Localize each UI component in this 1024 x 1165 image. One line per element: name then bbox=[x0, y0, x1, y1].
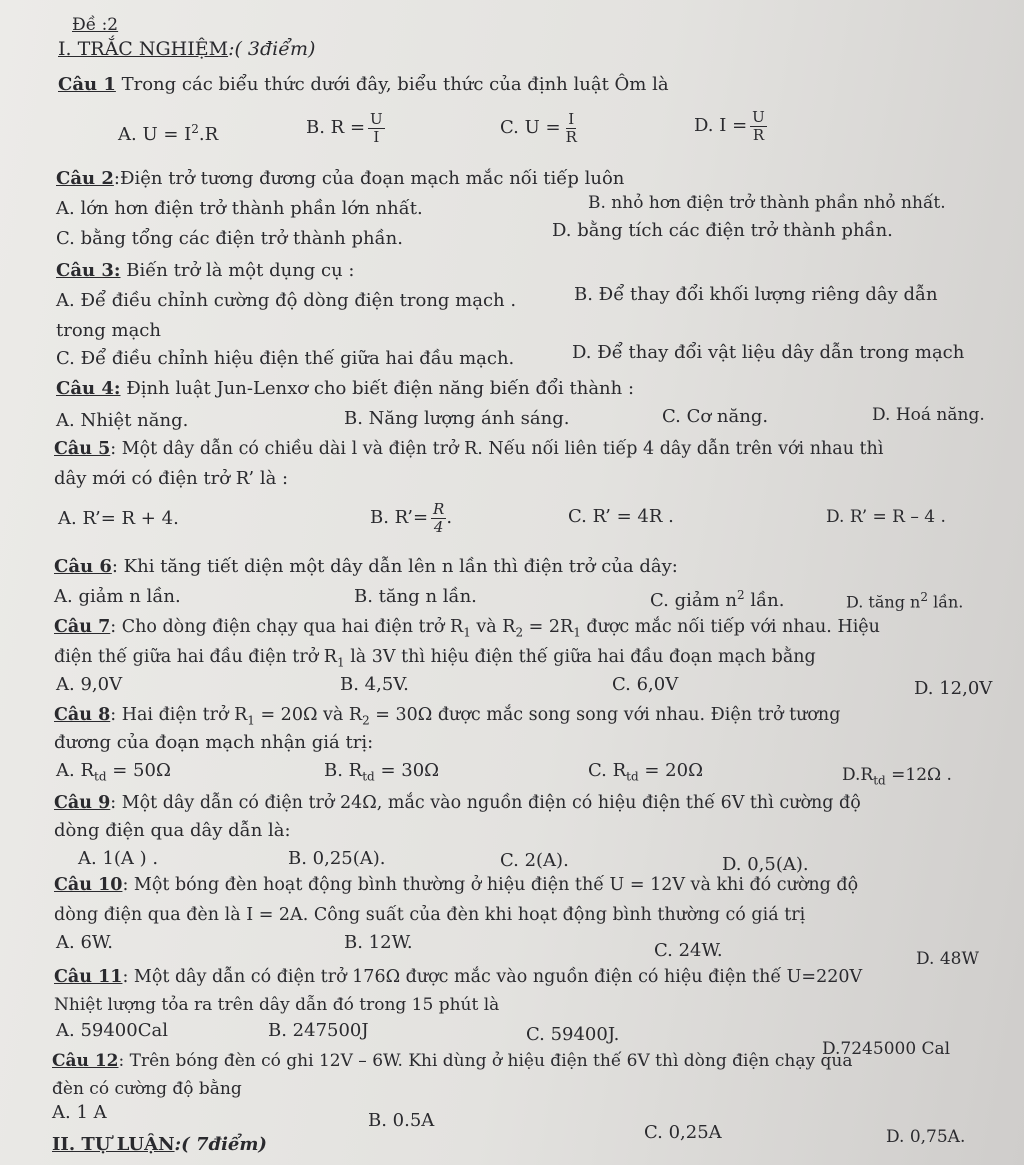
q6-c-end: lần. bbox=[744, 590, 785, 611]
q8-b-text: B. R bbox=[324, 760, 363, 781]
q8-c-sub: td bbox=[626, 769, 639, 784]
q7-t4: được mắc nối tiếp với nhau. Hiệu bbox=[580, 617, 880, 637]
question-2-option-b: B. nhỏ hơn điện trở thành phần nhỏ nhất. bbox=[588, 193, 946, 213]
question-1-text: Trong các biểu thức dưới đây, biểu thức của định luật Ôm là bbox=[115, 74, 669, 95]
question-12-option-d: D. 0,75A. bbox=[886, 1127, 966, 1147]
question-12-label: Câu 12 bbox=[52, 1051, 119, 1071]
question-8-option-d bbox=[842, 764, 952, 791]
question-12-option-c: C. 0,25A bbox=[644, 1122, 722, 1143]
question-2 bbox=[56, 168, 624, 190]
question-5-label: Câu 5 bbox=[54, 439, 111, 459]
q8-s2: 2 bbox=[362, 713, 370, 728]
question-9 bbox=[54, 792, 861, 814]
q8-d-end: =12Ω . bbox=[885, 765, 952, 785]
q1-b-fraction bbox=[368, 111, 385, 146]
q1-c-text: C. U = bbox=[500, 117, 561, 138]
question-8-text-2: đương của đoạn mạch nhận giá trị: bbox=[54, 732, 374, 753]
question-4-option-a: A. Nhiệt năng. bbox=[56, 410, 189, 431]
question-3-label: Câu 3: bbox=[56, 260, 121, 281]
question-1-label: Câu 1 bbox=[58, 74, 116, 95]
q8-t1: : Hai điện trở R bbox=[110, 705, 248, 725]
q6-d-end: lần. bbox=[927, 592, 964, 612]
q5-b-fraction bbox=[431, 501, 446, 536]
question-5 bbox=[54, 438, 883, 460]
q1-b-text: B. R = bbox=[306, 117, 366, 138]
question-9-text-2: dòng điện qua dây dẫn là: bbox=[54, 820, 291, 841]
section1-title: I. TRẮC NGHIỆM bbox=[58, 38, 229, 60]
question-8-label: Câu 8 bbox=[54, 705, 111, 725]
q8-t2: = 20Ω và R bbox=[254, 705, 363, 725]
question-12-option-b: B. 0.5A bbox=[368, 1110, 435, 1131]
question-4-option-d: D. Hoá năng. bbox=[872, 405, 985, 425]
q7-s4: 1 bbox=[336, 655, 345, 670]
question-2-option-d: D. bằng tích các điện trở thành phần. bbox=[552, 220, 893, 241]
question-2-option-c: C. bằng tổng các điện trở thành phần. bbox=[56, 228, 403, 249]
question-3 bbox=[56, 260, 355, 282]
question-10-option-a: A. 6W. bbox=[56, 932, 113, 953]
question-11-text-2: Nhiệt lượng tỏa ra trên dây dẫn đó trong 15 phút là bbox=[54, 995, 500, 1015]
question-10-option-c: C. 24W. bbox=[654, 940, 723, 961]
q8-a-text: A. R bbox=[56, 760, 94, 781]
question-12-text: : Trên bóng đèn có ghi 12V – 6W. Khi dùng ở hiệu điện thế 6V thì dòng điện chạy qua bbox=[118, 1051, 853, 1071]
q1-a-text: A. U = I bbox=[118, 124, 192, 145]
question-12-option-a: A. 1 A bbox=[52, 1102, 107, 1123]
question-10-text-2: dòng điện qua đèn là I = 2A. Công suất của đèn khi hoạt động bình thường có giá trị bbox=[54, 905, 806, 925]
question-9-option-a: A. 1(A ) . bbox=[78, 848, 159, 869]
q8-b-end: = 30Ω bbox=[374, 760, 440, 781]
question-2-label: Câu 2 bbox=[56, 168, 114, 189]
question-3-option-b: B. Để thay đổi khối lượng riêng dây dẫn bbox=[574, 284, 938, 305]
question-10-text: : Một bóng đèn hoạt động bình thường ở hiệu điện thế U = 12V và khi đó cường độ bbox=[122, 875, 859, 895]
question-7-option-a: A. 9,0V bbox=[56, 674, 123, 695]
q1-b-num: U bbox=[370, 109, 383, 128]
question-9-option-b: B. 0,25(A). bbox=[288, 848, 386, 869]
question-8-option-c bbox=[588, 760, 703, 788]
question-8-option-a bbox=[56, 760, 171, 788]
question-5-text: : Một dây dẫn có chiều dài l và điện trở R. Nếu nối liên tiếp 4 dây dẫn trên với nhau thì bbox=[110, 439, 884, 459]
q8-b-sub: td bbox=[362, 769, 375, 784]
question-4 bbox=[56, 378, 634, 400]
exam-code bbox=[72, 14, 118, 36]
q8-a-sub: td bbox=[94, 769, 107, 784]
question-9-option-d: D. 0,5(A). bbox=[722, 854, 809, 875]
q1-d-den: R bbox=[752, 125, 765, 144]
q8-d-sub: td bbox=[873, 773, 886, 788]
question-4-label: Câu 4: bbox=[56, 378, 121, 399]
question-7-option-b: B. 4,5V. bbox=[340, 674, 409, 695]
question-10-option-b: B. 12W. bbox=[344, 932, 413, 953]
question-11 bbox=[54, 966, 862, 988]
question-5-option-c: C. R’ = 4R . bbox=[568, 506, 674, 527]
q6-d-text: D. tăng n bbox=[846, 592, 921, 612]
q7-s1: 1 bbox=[463, 625, 471, 640]
question-11-option-a: A. 59400Cal bbox=[56, 1020, 168, 1041]
question-3-option-a: A. Để điều chỉnh cường độ dòng điện trong mạch . bbox=[56, 290, 517, 311]
q6-c-text: C. giảm n bbox=[650, 590, 737, 611]
question-10-option-d: D. 48W bbox=[916, 949, 979, 969]
q8-d-text: D.R bbox=[842, 765, 874, 785]
question-6-option-d bbox=[846, 586, 963, 613]
q1-c-fraction bbox=[564, 111, 579, 146]
question-11-label: Câu 11 bbox=[54, 967, 123, 987]
q1-b-den: I bbox=[373, 127, 380, 146]
q5-b-end: . bbox=[446, 507, 453, 528]
question-6 bbox=[54, 556, 678, 578]
question-12-text-2: đèn có cường độ bằng bbox=[52, 1079, 242, 1099]
q5-b-text: B. R’= bbox=[370, 507, 429, 528]
q7-s2: 2 bbox=[515, 625, 524, 640]
question-8 bbox=[54, 704, 840, 732]
section2-score: :( 7điểm) bbox=[174, 1134, 267, 1155]
question-4-option-b: B. Năng lượng ánh sáng. bbox=[344, 408, 570, 429]
question-3-text: Biến trở là một dụng cụ : bbox=[120, 260, 355, 281]
question-11-text: : Một dây dẫn có điện trở 176Ω được mắc vào nguồn điện có hiệu điện thế U=220V bbox=[122, 967, 863, 987]
question-3-option-d: D. Để thay đổi vật liệu dây dẫn trong mạch bbox=[572, 342, 965, 363]
question-12 bbox=[52, 1050, 852, 1072]
question-7 bbox=[54, 616, 880, 644]
question-2-option-a: A. lớn hơn điện trở thành phần lớn nhất. bbox=[56, 198, 423, 219]
question-9-text: : Một dây dẫn có điện trở 24Ω, mắc vào nguồn điện có hiệu điện thế 6V thì cường độ bbox=[110, 793, 861, 813]
question-2-text: :Điện trở tương đương của đoạn mạch mắc nối tiếp luôn bbox=[113, 168, 625, 189]
question-7-option-c: C. 6,0V bbox=[612, 674, 679, 695]
question-4-text: Định luật Jun-Lenxơ cho biết điện năng biến đổi thành : bbox=[120, 378, 635, 399]
question-6-option-c bbox=[650, 584, 784, 612]
section2-title: II. TỰ LUẬN bbox=[52, 1134, 175, 1155]
q1-d-num: U bbox=[752, 107, 765, 126]
q1-a-end: .R bbox=[198, 124, 219, 145]
q1-c-num: I bbox=[568, 109, 575, 128]
q1-a-sup: 2 bbox=[191, 122, 199, 136]
q8-c-text: C. R bbox=[588, 760, 627, 781]
question-10-label: Câu 10 bbox=[54, 875, 123, 895]
question-5-option-a: A. R’= R + 4. bbox=[58, 508, 179, 529]
question-7-option-d: D. 12,0V bbox=[914, 678, 993, 699]
q8-a-end: = 50Ω bbox=[106, 760, 171, 781]
question-11-option-d: D.7245000 Cal bbox=[822, 1039, 951, 1059]
question-1-option-c bbox=[500, 106, 579, 150]
question-4-option-c: C. Cơ năng. bbox=[662, 406, 769, 427]
q7-t2: và R bbox=[470, 617, 516, 637]
question-7-line-2 bbox=[54, 646, 816, 674]
question-10 bbox=[54, 874, 858, 896]
question-11-option-c: C. 59400J. bbox=[526, 1024, 620, 1045]
question-7-label: Câu 7 bbox=[54, 617, 111, 637]
section1-heading bbox=[58, 38, 315, 60]
question-1-option-b bbox=[306, 106, 385, 150]
question-11-option-b: B. 247500J bbox=[268, 1020, 369, 1041]
question-5-text-2: dây mới có điện trở R’ là : bbox=[54, 468, 289, 489]
question-6-label: Câu 6 bbox=[54, 556, 112, 577]
q8-c-end: = 20Ω bbox=[638, 760, 704, 781]
q5-b-den: 4 bbox=[433, 517, 444, 536]
question-6-option-b: B. tăng n lần. bbox=[354, 586, 477, 607]
q7-text2a: điện thế giữa hai đầu điện trở R bbox=[54, 647, 337, 667]
question-3-option-c: C. Để điều chỉnh hiệu điện thế giữa hai đầu mạch. bbox=[56, 348, 515, 369]
q6-c-sup: 2 bbox=[736, 588, 745, 602]
q7-t3: = 2R bbox=[523, 617, 574, 637]
question-3-option-b-cont: trong mạch bbox=[56, 320, 161, 341]
question-1 bbox=[58, 74, 669, 96]
q1-c-den: R bbox=[565, 127, 577, 146]
question-6-text: : Khi tăng tiết diện một dây dẫn lên n lần thì điện trở của dây: bbox=[111, 556, 678, 577]
exam-code-text: Đề :2 bbox=[72, 15, 119, 35]
question-9-label: Câu 9 bbox=[54, 793, 111, 813]
q7-text2b: là 3V thì hiệu điện thế giữa hai đầu đoạn mạch bằng bbox=[344, 647, 816, 667]
question-1-option-d bbox=[694, 104, 767, 148]
question-1-option-a bbox=[118, 118, 218, 146]
question-8-option-b bbox=[324, 760, 439, 788]
question-6-option-a: A. giảm n lần. bbox=[54, 586, 181, 607]
question-5-option-d: D. R’ = R – 4 . bbox=[826, 507, 946, 527]
q8-s1: 1 bbox=[247, 713, 255, 728]
section2-heading bbox=[52, 1134, 267, 1156]
section1-score: :( 3điểm) bbox=[228, 38, 316, 60]
q1-d-fraction bbox=[750, 109, 767, 144]
q7-s3: 1 bbox=[573, 625, 581, 640]
q1-d-text: D. I = bbox=[694, 115, 748, 136]
q8-t3: = 30Ω được mắc song song với nhau. Điện trở tương bbox=[369, 705, 841, 725]
question-9-option-c: C. 2(A). bbox=[500, 850, 569, 871]
q7-t1: : Cho dòng điện chạy qua hai điện trở R bbox=[110, 617, 464, 637]
q6-d-sup: 2 bbox=[920, 590, 928, 604]
q5-b-num: R bbox=[433, 499, 445, 518]
question-5-option-b bbox=[370, 494, 452, 542]
